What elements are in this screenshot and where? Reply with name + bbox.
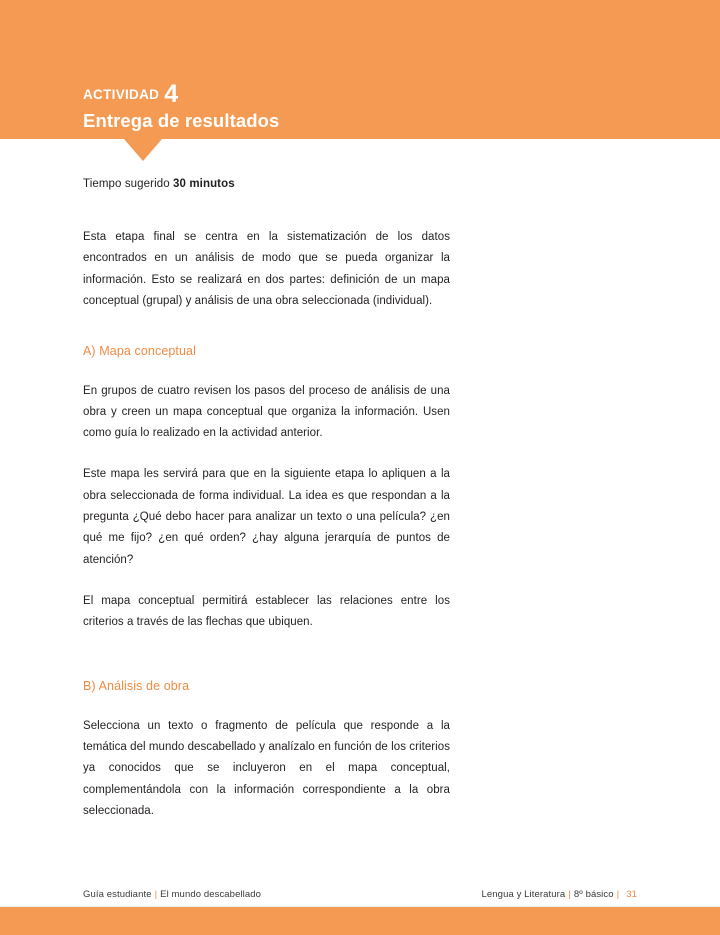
footer-separator-1: | <box>568 889 571 900</box>
activity-label: ACTIVIDAD <box>83 87 160 102</box>
section-heading-a: A) Mapa conceptual <box>83 344 196 359</box>
suggested-time-prefix: Tiempo sugerido <box>83 178 174 190</box>
section-a-paragraph-3: El mapa conceptual permitirá establecer las relaciones entre los criterios a través de las flechas que ubiquen. <box>83 594 450 629</box>
footer-grade: 8º básico <box>573 889 614 900</box>
footer-page-number: 31 <box>626 889 637 900</box>
section-a-paragraph-2: Este mapa les servirá para que en la siguiente etapa lo apliquen a la obra seleccionada de forma individual. La idea es que respondan a la pregunta ¿Qué debo hacer para analizar un texto o una película? ¿en qué me fijo? ¿en qué orden? ¿hay alguna jerarquía de puntos de atención? <box>83 468 450 566</box>
main-content <box>83 139 450 822</box>
page-title: Entrega de resultados <box>83 110 280 131</box>
activity-header-content <box>83 0 643 139</box>
activity-header-band <box>0 0 720 139</box>
section-a-paragraph-1: En grupos de cuatro revisen los pasos del proceso de análisis de una obra y creen un mapa conceptual que organiza la información. Usen como guía lo realizado en la actividad anterior. <box>83 384 450 440</box>
activity-label-line <box>83 79 179 108</box>
footer-subject: Lengua y Literatura <box>481 889 566 900</box>
footer-left <box>83 889 261 901</box>
activity-number: 4 <box>164 80 179 108</box>
footer-right <box>482 889 637 901</box>
section-heading-b: B) Análisis de obra <box>83 679 190 694</box>
suggested-time-value: 30 minutos <box>173 178 235 190</box>
footer-guide-label: Guía estudiante <box>83 889 152 900</box>
footer-band <box>0 907 720 935</box>
intro-paragraph: Esta etapa final se centra en la sistematización de los datos encontrados en un análisis de modo que se pueda organizar la información. Esto se realizará en dos partes: definición de un mapa conceptual (grupal) y análisis de una obra seleccionada (individual). <box>83 231 450 307</box>
footer-unit-title: El mundo descabellado <box>160 889 262 900</box>
footer-separator-left: | <box>154 889 158 900</box>
footer-separator-2: | <box>616 889 620 900</box>
section-b-paragraph-1: Selecciona un texto o fragmento de película que responde a la temática del mundo descabellado y analízalo en función de los criterios ya conocidos que se incluyeron en el mapa conceptual, complementándola con la información correspondiente a la obra seleccionada. <box>83 719 450 817</box>
suggested-time <box>83 176 450 192</box>
